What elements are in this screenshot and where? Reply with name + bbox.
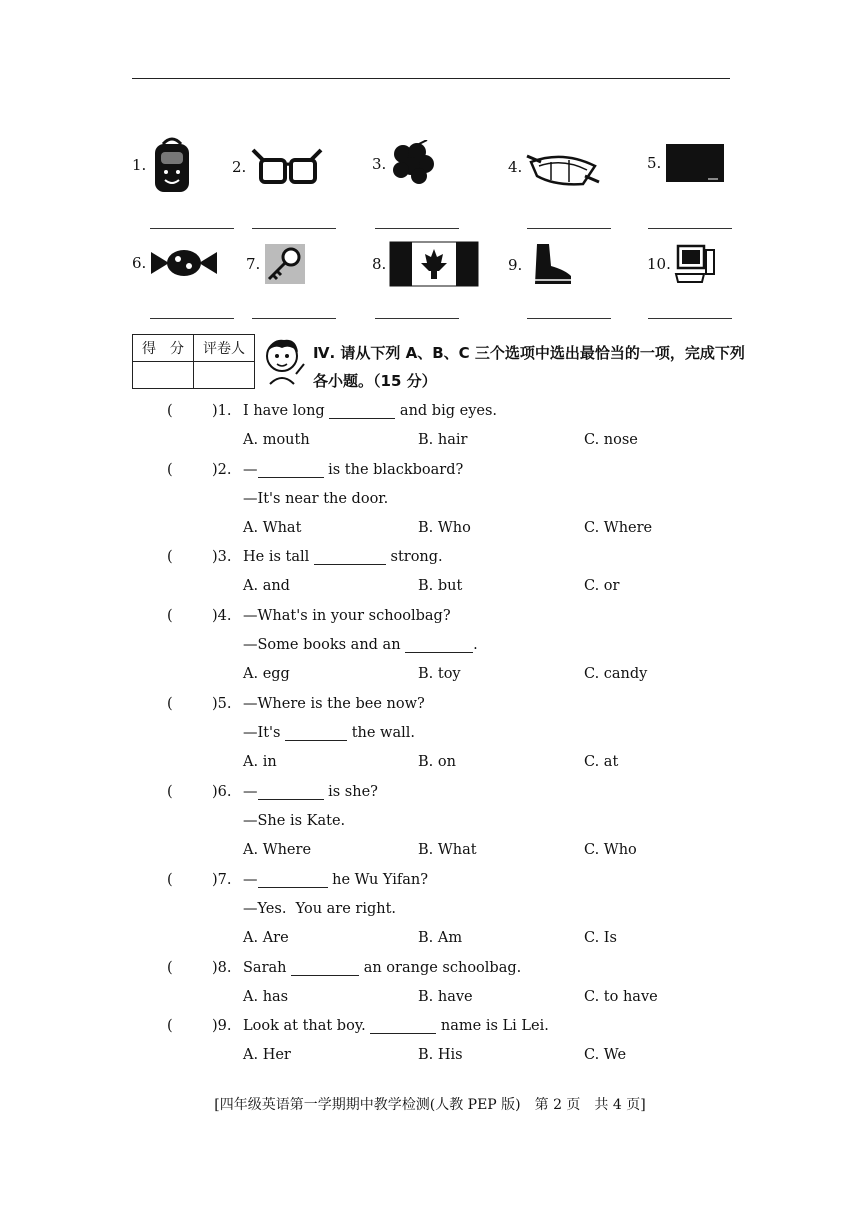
option-c[interactable]: C. Who	[584, 842, 637, 858]
option-a[interactable]: A. has	[243, 989, 289, 1005]
question-number: )6.	[212, 784, 232, 800]
option-b[interactable]: B. toy	[418, 666, 461, 682]
question-text	[243, 901, 396, 917]
option-b[interactable]: B. but	[418, 578, 463, 594]
shoe-icon	[525, 242, 575, 288]
picture-number: 4.	[508, 158, 523, 176]
question-number: )2.	[212, 462, 232, 478]
fill-blank[interactable]	[370, 1019, 436, 1034]
question-text-pre: —What's in your schoolbag?	[243, 608, 451, 624]
fill-blank[interactable]	[258, 463, 324, 478]
answer-blank-3[interactable]	[375, 228, 459, 229]
answer-paren[interactable]: (	[167, 403, 173, 419]
question-number: )7.	[212, 872, 232, 888]
fill-blank[interactable]	[258, 873, 328, 888]
question-text-post: .	[473, 637, 478, 653]
question-text-post: is she?	[328, 784, 378, 800]
picture-item-7	[246, 242, 307, 286]
picture-number: 6.	[132, 254, 147, 272]
option-b[interactable]: B. on	[418, 754, 456, 770]
question-text-post: name is Li Lei.	[440, 1018, 549, 1034]
answer-blank-4[interactable]	[527, 228, 611, 229]
picture-number: 9.	[508, 256, 523, 274]
answer-blank-9[interactable]	[527, 318, 611, 319]
answer-blank-8[interactable]	[375, 318, 459, 319]
option-b[interactable]: B. hair	[418, 432, 468, 448]
picture-number: 5.	[647, 154, 662, 172]
picture-item-8	[372, 241, 479, 287]
option-c[interactable]: C. Is	[584, 930, 617, 946]
answer-paren[interactable]: (	[167, 696, 173, 712]
schoolbag-icon	[149, 136, 195, 194]
question-text-pre: —She is Kate.	[243, 813, 346, 829]
boy-cartoon-icon	[262, 334, 308, 386]
boat-icon	[525, 144, 601, 190]
question-text-post: the wall.	[351, 725, 415, 741]
question-text-pre: Sarah	[243, 960, 287, 976]
option-a[interactable]: A. Her	[243, 1047, 291, 1063]
question-text	[243, 491, 388, 507]
candy-icon	[149, 246, 219, 280]
option-a[interactable]: A. egg	[243, 666, 290, 682]
question-number: )5.	[212, 696, 232, 712]
question-text-pre: —	[243, 784, 258, 800]
reviewer-cell[interactable]	[194, 362, 255, 389]
question-number: )4.	[212, 608, 232, 624]
question-text-pre: He is tall	[243, 549, 310, 565]
section-title: Ⅳ. 请从下列 A、B、C 三个选项中选出最恰当的一项，完成下列各小题。（15 分）	[313, 344, 745, 390]
answer-paren[interactable]: (	[167, 1018, 173, 1034]
picture-item-1	[132, 136, 195, 194]
fill-blank[interactable]	[291, 961, 359, 976]
question-text	[243, 696, 425, 712]
picture-number: 3.	[372, 155, 387, 173]
option-a[interactable]: A. mouth	[243, 432, 310, 448]
fill-blank[interactable]	[329, 404, 395, 419]
question-number: )8.	[212, 960, 232, 976]
question-text-pre: —It's	[243, 725, 281, 741]
question-text-post: an orange schoolbag.	[363, 960, 522, 976]
fill-blank[interactable]	[258, 785, 324, 800]
blackboard-icon	[664, 142, 726, 184]
question-text	[243, 813, 345, 829]
picture-item-6	[132, 246, 219, 280]
question-text-pre: —Where is the bee now?	[243, 696, 425, 712]
computer-icon	[674, 242, 718, 286]
answer-paren[interactable]: (	[167, 549, 173, 565]
question-text	[243, 725, 415, 741]
answer-blank-1[interactable]	[150, 228, 234, 229]
question-text	[243, 608, 451, 624]
question-number: )1.	[212, 403, 232, 419]
option-c[interactable]: C. to have	[584, 989, 658, 1005]
option-b[interactable]: B. His	[418, 1047, 463, 1063]
option-b[interactable]: B. have	[418, 989, 473, 1005]
option-c[interactable]: C. Where	[584, 520, 653, 536]
picture-number: 2.	[232, 158, 247, 176]
page-footer: [四年级英语第一学期期中教学检测(人教 PEP 版) 第 2 页 共 4 页]	[214, 1097, 646, 1113]
picture-item-10	[647, 242, 718, 286]
answer-paren[interactable]: (	[167, 608, 173, 624]
question-text-pre: —Yes. You are right.	[243, 901, 397, 917]
answer-paren[interactable]: (	[167, 462, 173, 478]
question-text	[243, 403, 497, 419]
answer-blank-10[interactable]	[648, 318, 732, 319]
answer-blank-6[interactable]	[150, 318, 234, 319]
option-b[interactable]: B. Am	[418, 930, 463, 946]
answer-paren[interactable]: (	[167, 784, 173, 800]
grapes-icon	[389, 140, 439, 188]
picture-number: 7.	[246, 255, 261, 273]
answer-blank-7[interactable]	[252, 318, 336, 319]
option-a[interactable]: A. Where	[243, 842, 312, 858]
question-text	[243, 784, 378, 800]
fill-blank[interactable]	[285, 726, 347, 741]
question-text-post: is the blackboard?	[328, 462, 464, 478]
score-header: 得 分	[133, 335, 194, 362]
picture-item-5	[647, 142, 726, 184]
score-cell[interactable]	[133, 362, 194, 389]
option-a[interactable]: A. in	[243, 754, 277, 770]
glasses-icon	[249, 146, 325, 188]
fill-blank[interactable]	[405, 638, 473, 653]
option-b[interactable]: B. What	[418, 842, 477, 858]
picture-item-4	[508, 144, 601, 190]
picture-number: 1.	[132, 156, 147, 174]
fill-blank[interactable]	[314, 550, 386, 565]
question-text	[243, 549, 443, 565]
picture-number: 8.	[372, 255, 387, 273]
picture-number: 10.	[647, 255, 671, 273]
question-number: )9.	[212, 1018, 232, 1034]
question-text-post: and big eyes.	[399, 403, 498, 419]
answer-blank-2[interactable]	[252, 228, 336, 229]
option-b[interactable]: B. Who	[418, 520, 471, 536]
question-text-pre: —Some books and an	[243, 637, 401, 653]
picture-item-2	[232, 146, 325, 188]
picture-item-9	[508, 242, 575, 288]
option-a[interactable]: A. What	[243, 520, 302, 536]
answer-paren[interactable]: (	[167, 960, 173, 976]
question-text	[243, 1018, 549, 1034]
answer-blank-5[interactable]	[648, 228, 732, 229]
question-text-post: he Wu Yifan?	[332, 872, 428, 888]
question-text-pre: Look at that boy.	[243, 1018, 366, 1034]
option-a[interactable]: A. and	[243, 578, 290, 594]
answer-paren[interactable]: (	[167, 872, 173, 888]
question-text	[243, 960, 521, 976]
option-a[interactable]: A. Are	[243, 930, 289, 946]
question-text	[243, 462, 463, 478]
picture-item-3	[372, 140, 439, 188]
option-c[interactable]: C. nose	[584, 432, 638, 448]
top-rule	[132, 78, 730, 79]
score-table	[132, 334, 255, 389]
option-c[interactable]: C. or	[584, 578, 620, 594]
question-text	[243, 872, 428, 888]
question-text	[243, 637, 478, 653]
question-text-pre: —It's near the door.	[243, 491, 389, 507]
canada-flag-icon	[389, 241, 479, 287]
question-text-post: strong.	[390, 549, 443, 565]
reviewer-header: 评卷人	[194, 335, 255, 362]
option-c[interactable]: C. We	[584, 1047, 627, 1063]
option-c[interactable]: C. at	[584, 754, 619, 770]
question-number: )3.	[212, 549, 232, 565]
question-text-pre: —	[243, 462, 258, 478]
question-text-pre: —	[243, 872, 258, 888]
option-c[interactable]: C. candy	[584, 666, 648, 682]
key-icon	[263, 242, 307, 286]
question-text-pre: I have long	[243, 403, 325, 419]
